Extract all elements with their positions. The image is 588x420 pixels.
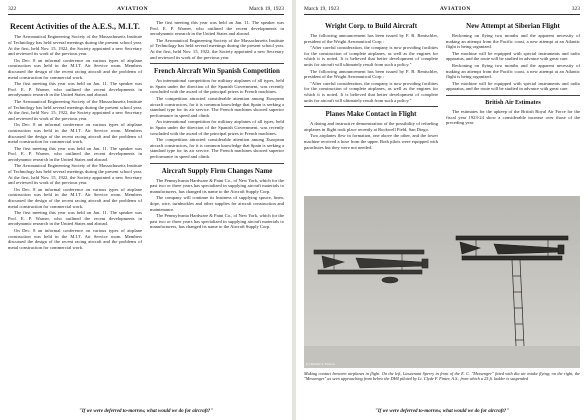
right-page-number: 323 [571, 6, 580, 12]
right-running-head [304, 6, 580, 15]
photo-planes-in-flight [304, 196, 580, 368]
article-paragraph: On Dec. 8 an informal conference on various types of airplane construction was held in the M.I.T. Air Service room. Members discussed the design of the recent racing aircraft and the problems of metal construction for commercial work. [8, 186, 142, 209]
article-title-french-aircraft: French Aircraft Win Spanish Competition [154, 67, 280, 76]
section-divider [446, 95, 580, 96]
article-title-supply-firm: Aircraft Supply Firm Changes Name [161, 166, 273, 175]
left-running-head [8, 6, 284, 15]
article-paragraph: The machine will be equipped with special instruments and radio apparatus, and the route will be studied in advance with great care. [446, 50, 580, 62]
article-paragraph: Two airplanes flew in formation, one above the other, and the lower machine received a hose from the upper. Both pilots were equipped with parachutes but they were not needed. [304, 133, 438, 150]
article-paragraph: "After careful consideration, the company is now providing facilities for the construction of complete airplanes, as well as the engines for which it is noted. It is believed that better development of complete units for aircraft will ultimately result from such a policy." [304, 45, 438, 68]
biplane-right-icon [456, 236, 568, 260]
article-title-siberian-flight: New Attempt at Siberian Flight [466, 22, 560, 30]
photo-caption: Making contact between airplanes in flight. On the left, Lieutenant Sperry in front of the E. C. "Messenger" fitted with dia air intake flying; on the right, the "Messenger" as seen approaching from below the DH4 piloted by Lt. Clyde F. Finter, A.S., from which a 25 ft. ladder is suspended [304, 371, 580, 382]
section-divider [304, 106, 438, 107]
article-paragraph: Reckoning on flying two months and the apparent necessity of making an attempt from the Pacific coast, a new attempt at an Atlantic flight is being organized. [446, 63, 580, 80]
article-paragraph: The Aeronautical Engineering Society of the Massachusetts Institute of Technology has held several meetings during the present school year. At the first, held Nov. 15, 1922, the Society appointed a new Secretary and reviewed its work of the previous year. [8, 34, 142, 57]
article-paragraph: The Aeronautical Engineering Society of the Massachusetts Institute of Technology has held several meetings during the present school year. At the first, held Nov. 15, 1922, the Society appointed a new Secretary and reviewed its work of the previous year. [150, 37, 284, 60]
left-footer-slogan: "If we were deferred to-morrow, what would we do for aircraft?" [78, 409, 214, 414]
article-paragraph: The first meeting this year was held on Jan. 11. The speaker was Prof. E. P. Warner, who outlined the recent developments in aerodynamic research in the United States and abroad. [8, 145, 142, 162]
article-title-wright-corp: Wright Corp. to Build Aircraft [324, 22, 418, 30]
article-paragraph: An international competition for military airplanes of all types, held in Spain under the direction of the Spanish Government, was recently concluded with the award of the principal prizes to French machines. [150, 78, 284, 95]
article-paragraph: The Pennsylvania Hardware & Paint Co., of New York, which for the past two or three years has specialized in supplying aircraft materials to manufacturers, has changed its name to the Aircraft Supply Corp. [150, 213, 284, 230]
article-paragraph: The first meeting this year was held on Jan. 11. The speaker was Prof. E. P. Warner, who outlined the recent developments in aerodynamic research in the United States and abroad. [8, 81, 142, 98]
photo-credit: (c) Rudolf S. Fenton [306, 362, 335, 366]
article-paragraph: The following announcement has been issued by F. B. Rentschler, president of the Wright Aeronautical Corp.: [304, 33, 438, 44]
article-paragraph: The company will continue its business of supplying spruce, linen, dope, wire, turnbuckles and other supplies for aircraft construction and maintenance. [150, 195, 284, 212]
right-footer-slogan: "If we were deferred to-morrow, what would we do for aircraft?" [374, 409, 510, 414]
left-column-2 [150, 20, 284, 231]
article-paragraph: On Dec. 8 an informal conference on various types of airplane construction was held in the M.I.T. Air Service room. Members discussed the design of the recent racing aircraft and the problems of metal construction for commercial work. [8, 228, 142, 250]
aerial-photo-illustration [304, 196, 580, 368]
left-column-1 [8, 20, 142, 251]
article-title-aes: Recent Activities of the A.E.S., M.I.T. [10, 22, 140, 31]
article-paragraph: The Aeronautical Engineering Society of the Massachusetts Institute of Technology has held several meetings during the present school year. At the first, held Nov. 15, 1922, the Society appointed a new Secretary and reviewed its work of the previous year. [8, 98, 142, 121]
right-magazine-title: AVIATION [439, 6, 471, 12]
left-magazine-title: AVIATION [117, 6, 149, 12]
article-paragraph: The machine will be equipped with special instruments and radio apparatus, and the route will be studied in advance with great care. [446, 80, 580, 92]
section-divider [150, 63, 284, 64]
right-column-1 [304, 20, 438, 192]
article-paragraph: The following announcement has been issued by F. B. Rentschler, president of the Wright Aeronautical Corp.: [304, 68, 438, 80]
left-page-number: 322 [8, 6, 17, 12]
article-paragraph: Reckoning on flying two months and the apparent necessity of making an attempt from the Pacific coast, a new attempt at an Atlantic flight is being organized. [446, 33, 580, 50]
article-paragraph: On Dec. 8 an informal conference on various types of airplane construction was held in the M.I.T. Air Service room. Members discussed the design of the recent racing aircraft and the problems of metal construction for commercial work. [8, 122, 142, 145]
article-paragraph: The Aeronautical Engineering Society of the Massachusetts Institute of Technology has held several meetings during the present school year. At the first, held Nov. 15, 1922, the Society appointed a new Secretary and reviewed its work of the previous year. [8, 163, 142, 186]
right-page [296, 0, 588, 420]
article-paragraph: The first meeting this year was held on Jan. 11. The speaker was Prof. E. P. Warner, who outlined the recent developments in aerodynamic research in the United States and abroad. [150, 20, 284, 37]
article-paragraph: The competition attracted considerable attention among European aircraft constructors, for it is common knowledge that Spain is seeking a standard type for its air service. The French machines showed superior performance in speed and climb. [150, 95, 284, 118]
right-date: March 19, 1923 [304, 6, 339, 12]
article-paragraph: An international competition for military airplanes of all types, held in Spain under the direction of the Spanish Government, was recently concluded with the award of the principal prizes to French machines. [150, 119, 284, 136]
article-paragraph: The Pennsylvania Hardware & Paint Co., of New York, which for the past two or three years has specialized in supplying aircraft materials to manufacturers, has changed its name to the Aircraft Supply Corp. [150, 177, 284, 194]
left-date: March 19, 1923 [249, 6, 284, 12]
article-paragraph: The estimates for the upkeep of the British Royal Air Force for the fiscal year 1923-24 show a considerable increase over those of the preceding year. [446, 109, 580, 126]
article-paragraph: The first meeting this year was held on Jan. 11. The speaker was Prof. E. P. Warner, who outlined the recent developments in aerodynamic research in the United States and abroad. [8, 210, 142, 227]
right-column-2 [446, 20, 580, 192]
article-paragraph: "After careful consideration, the company is now providing facilities for the construction of complete airplanes, as well as the engines for which it is noted. It is believed that better development of complete units for aircraft will ultimately result from such a policy." [304, 80, 438, 103]
article-paragraph: A daring and instructive demonstration of the possibility of refueling airplanes in flight took place recently at Rockwell Field, San Diego. [304, 121, 438, 132]
section-divider [150, 163, 284, 164]
article-title-british-estimates: British Air Estimates [485, 98, 541, 106]
article-paragraph: On Dec. 8 an informal conference on various types of airplane construction was held in the M.I.T. Air Service room. Members discussed the design of the recent racing aircraft and the problems of metal construction for commercial work. [8, 57, 142, 80]
article-paragraph: The competition attracted considerable attention among European aircraft constructors, for it is common knowledge that Spain is seeking a standard type for its air service. The French machines showed superior performance in speed and climb. [150, 137, 284, 159]
article-title-planes-contact: Planes Make Contact in Flight [325, 110, 417, 119]
left-page [0, 0, 292, 420]
